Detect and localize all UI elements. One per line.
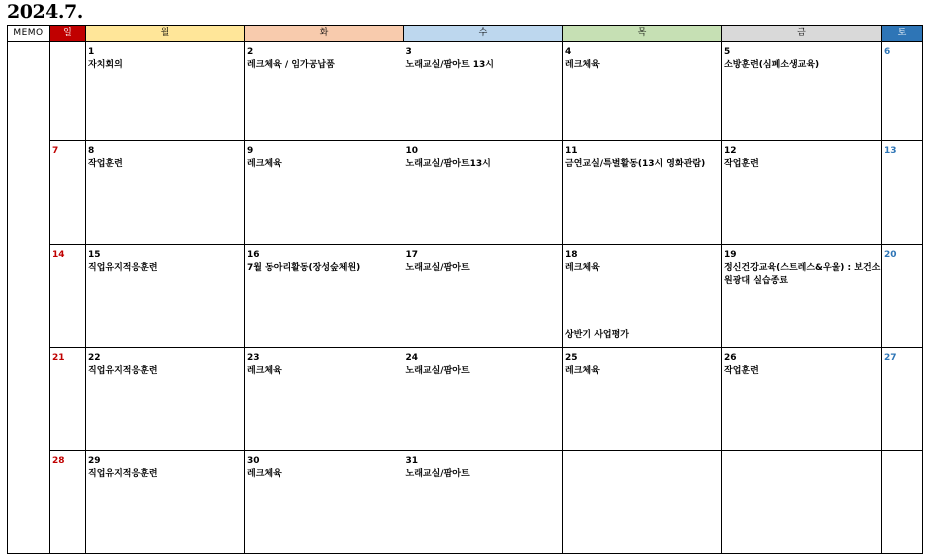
day-cell-sun[interactable] bbox=[50, 245, 86, 348]
day-cell-wed[interactable] bbox=[404, 245, 563, 348]
day-cell-sat[interactable] bbox=[882, 141, 923, 245]
day-number: 3 bbox=[405, 47, 412, 57]
day-number: 8 bbox=[88, 146, 95, 156]
day-cell-fri[interactable] bbox=[722, 245, 882, 348]
day-number bbox=[50, 42, 85, 58]
day-cell-tue[interactable] bbox=[245, 141, 404, 245]
day-number: 11 bbox=[565, 146, 578, 156]
day-cell-sat[interactable] bbox=[882, 451, 923, 554]
header-monday: 월 bbox=[86, 26, 245, 42]
header-wednesday: 수 bbox=[404, 26, 563, 42]
event-text: 정신건강교육(스트레스&우울) : 보건소 bbox=[724, 263, 881, 273]
event-text: 작업훈련 bbox=[724, 366, 759, 376]
event-text: 노래교실/팜아트 13시 bbox=[405, 60, 494, 70]
day-cell-sun[interactable] bbox=[50, 42, 86, 141]
header-tuesday: 화 bbox=[245, 26, 404, 42]
day-number: 18 bbox=[565, 250, 578, 260]
event-text: 레크체육 bbox=[565, 263, 600, 273]
day-number: 26 bbox=[724, 353, 737, 363]
day-number: 7 bbox=[52, 146, 59, 156]
day-number: 23 bbox=[247, 353, 260, 363]
day-cell-tue[interactable] bbox=[245, 451, 404, 554]
event-text: 직업유지적응훈련 bbox=[88, 366, 158, 376]
day-number: 25 bbox=[565, 353, 578, 363]
event-text: 노래교실/팜아트 bbox=[405, 469, 470, 479]
event-text: 7월 동아리활동(장성숲체원) bbox=[247, 263, 361, 273]
day-number: 31 bbox=[405, 456, 419, 466]
day-cell-tue[interactable] bbox=[245, 245, 404, 348]
day-number: 14 bbox=[52, 250, 65, 260]
week-row bbox=[8, 348, 923, 451]
memo-header: MEMO bbox=[8, 26, 50, 42]
day-cell-mon[interactable] bbox=[86, 141, 245, 245]
day-cell-wed[interactable] bbox=[404, 348, 563, 451]
day-number: 16 bbox=[247, 250, 260, 260]
day-cell-sun[interactable] bbox=[50, 348, 86, 451]
day-cell-mon[interactable] bbox=[86, 348, 245, 451]
day-number: 12 bbox=[724, 146, 737, 156]
event-text: 노래교실/팜아트 bbox=[405, 263, 470, 273]
day-number: 5 bbox=[724, 47, 731, 57]
day-number bbox=[882, 451, 922, 467]
day-cell-thu[interactable] bbox=[563, 42, 722, 141]
event-text: 작업훈련 bbox=[88, 159, 123, 169]
day-cell-fri[interactable] bbox=[722, 42, 882, 141]
day-number: 4 bbox=[565, 47, 572, 57]
event-text: 원광대 실습종료 bbox=[724, 276, 788, 286]
event-text: 레크체육 bbox=[565, 366, 600, 376]
day-number: 21 bbox=[52, 353, 65, 363]
day-number: 15 bbox=[88, 250, 101, 260]
event-text: 레크체육 bbox=[565, 60, 600, 70]
event-text: 직업유지적응훈련 bbox=[88, 469, 158, 479]
day-number: 20 bbox=[884, 250, 897, 260]
day-cell-sat[interactable] bbox=[882, 42, 923, 141]
week-row bbox=[8, 451, 923, 554]
day-number: 24 bbox=[405, 353, 419, 363]
day-cell-wed[interactable] bbox=[404, 451, 563, 554]
event-text: 노래교실/팜아트13시 bbox=[405, 159, 491, 169]
day-cell-mon[interactable] bbox=[86, 42, 245, 141]
day-number: 9 bbox=[247, 146, 254, 156]
day-cell-mon[interactable] bbox=[86, 451, 245, 554]
weekday-header-row bbox=[8, 26, 923, 42]
event-text: 레크체육 bbox=[247, 469, 282, 479]
day-number: 27 bbox=[884, 353, 897, 363]
day-number bbox=[722, 451, 881, 467]
day-cell-sun[interactable] bbox=[50, 141, 86, 245]
day-cell-tue[interactable] bbox=[245, 42, 404, 141]
day-cell-thu[interactable] bbox=[563, 348, 722, 451]
header-saturday: 토 bbox=[882, 26, 923, 42]
event-text: 소방훈련(심폐소생교육) bbox=[724, 60, 820, 70]
week-row bbox=[8, 245, 923, 348]
day-cell-tue[interactable] bbox=[245, 348, 404, 451]
day-cell-fri[interactable] bbox=[722, 451, 882, 554]
week-row bbox=[8, 42, 923, 141]
day-cell-fri[interactable] bbox=[722, 348, 882, 451]
day-number: 10 bbox=[405, 146, 419, 156]
day-cell-sun[interactable] bbox=[50, 451, 86, 554]
day-number: 17 bbox=[405, 250, 419, 260]
header-sunday: 일 bbox=[50, 26, 86, 42]
day-number: 29 bbox=[88, 456, 101, 466]
header-thursday: 목 bbox=[563, 26, 722, 42]
day-number bbox=[563, 451, 721, 467]
day-number: 30 bbox=[247, 456, 260, 466]
week-row bbox=[8, 141, 923, 245]
event-text: 자치회의 bbox=[88, 60, 123, 70]
day-cell-mon[interactable] bbox=[86, 245, 245, 348]
day-cell-wed[interactable] bbox=[404, 141, 563, 245]
day-number: 28 bbox=[52, 456, 65, 466]
header-friday: 금 bbox=[722, 26, 882, 42]
event-text: 금연교실/특별활동(13시 영화관람) bbox=[565, 159, 706, 169]
day-number: 1 bbox=[88, 47, 95, 57]
day-number: 6 bbox=[884, 47, 891, 57]
event-text: 직업유지적응훈련 bbox=[88, 263, 158, 273]
event-text: 작업훈련 bbox=[724, 159, 759, 169]
day-cell-sat[interactable] bbox=[882, 348, 923, 451]
monthly-calendar bbox=[7, 25, 923, 554]
day-cell-wed[interactable] bbox=[404, 42, 563, 141]
day-number: 2 bbox=[247, 47, 254, 57]
day-cell-thu[interactable] bbox=[563, 245, 722, 348]
event-text: 레크체육 / 임가공납품 bbox=[247, 60, 335, 70]
day-cell-thu[interactable] bbox=[563, 451, 722, 554]
day-cell-sat[interactable] bbox=[882, 245, 923, 348]
event-text: 상반기 사업평가 bbox=[565, 330, 629, 340]
day-number: 22 bbox=[88, 353, 101, 363]
event-text: 레크체육 bbox=[247, 159, 282, 169]
day-cell-thu[interactable] bbox=[563, 141, 722, 245]
day-number: 19 bbox=[724, 250, 737, 260]
day-cell-fri[interactable] bbox=[722, 141, 882, 245]
day-number: 13 bbox=[884, 146, 897, 156]
calendar-title: 2024.7. bbox=[7, 1, 83, 23]
memo-column[interactable] bbox=[8, 42, 50, 554]
event-text: 레크체육 bbox=[247, 366, 282, 376]
event-text: 노래교실/팜아트 bbox=[405, 366, 470, 376]
